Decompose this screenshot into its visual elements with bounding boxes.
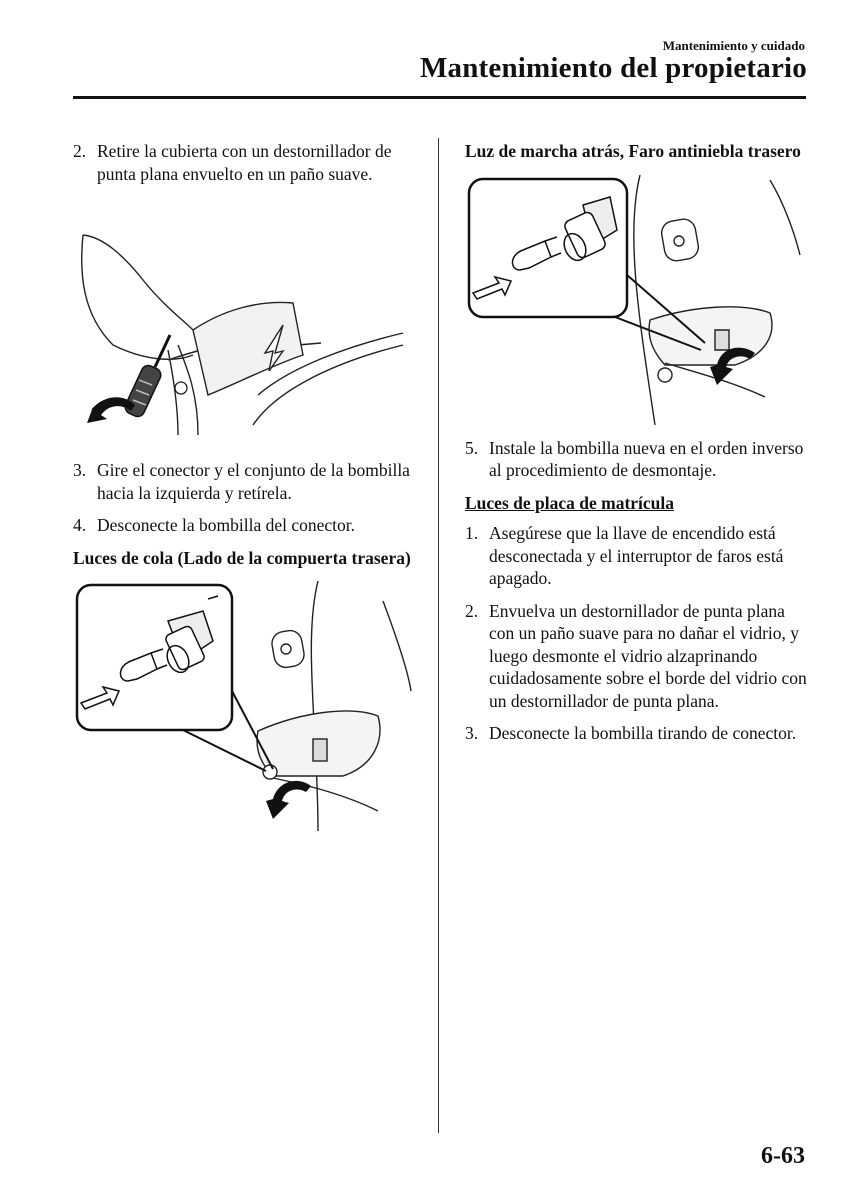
step-2 <box>73 140 413 185</box>
reverse-light-illustration <box>465 175 805 425</box>
column-divider <box>438 138 439 1133</box>
page-title: Mantenimiento del propietario <box>419 52 807 84</box>
step-text: Envuelva un destornillador de punta plana con un paño suave para no dañar el vidrio, y luego desmonte el vidrio alzaprinando cuidadosamente sobre el borde del vidrio con un destornillador de punta plana. <box>489 600 807 711</box>
header-divider <box>73 96 806 99</box>
plate-light-heading: Luces de placa de matrícula <box>465 492 675 513</box>
step-number: 4. <box>73 515 87 535</box>
step-text: Asegúrese que la llave de encendido está desconectada y el interruptor de faros está apagado. <box>489 523 784 588</box>
step-3 <box>73 459 413 504</box>
step-5 <box>465 437 810 482</box>
plate-step-1 <box>465 522 810 590</box>
step-number: 5. <box>465 437 479 458</box>
section-label: Mantenimiento y cuidado <box>662 38 805 53</box>
step-text: Retire la cubierta con un destornillador de punta plana envuelto en un paño suave. <box>97 141 392 184</box>
step-text: Instale la bombilla nueva en el orden inverso al procedimiento de desmontaje. <box>489 437 804 480</box>
step-text: Gire el conector y el conjunto de la bombilla hacia la izquierda y retírela. <box>97 460 410 503</box>
reverse-fog-heading: Luz de marcha atrás, Faro antiniebla trasero <box>465 141 801 161</box>
left-column <box>73 140 413 831</box>
step-number: 1. <box>465 523 479 543</box>
step-number: 2. <box>73 141 87 161</box>
page-number: 6-63 <box>761 1143 805 1169</box>
tail-light-heading: Luces de cola (Lado de la compuerta trasera) <box>73 547 411 568</box>
step-4 <box>73 514 413 537</box>
step-number: 3. <box>73 460 87 480</box>
tail-light-illustration <box>73 581 413 831</box>
right-column <box>465 140 810 755</box>
step-number: 2. <box>465 600 479 621</box>
step-text: Desconecte la bombilla del conector. <box>97 515 356 535</box>
step-text: Desconecte la bombilla tirando de conector. <box>489 723 797 743</box>
step-number: 3. <box>465 723 479 743</box>
plate-step-2 <box>465 600 810 713</box>
plate-step-3 <box>465 722 810 745</box>
cover-removal-illustration <box>73 195 418 445</box>
